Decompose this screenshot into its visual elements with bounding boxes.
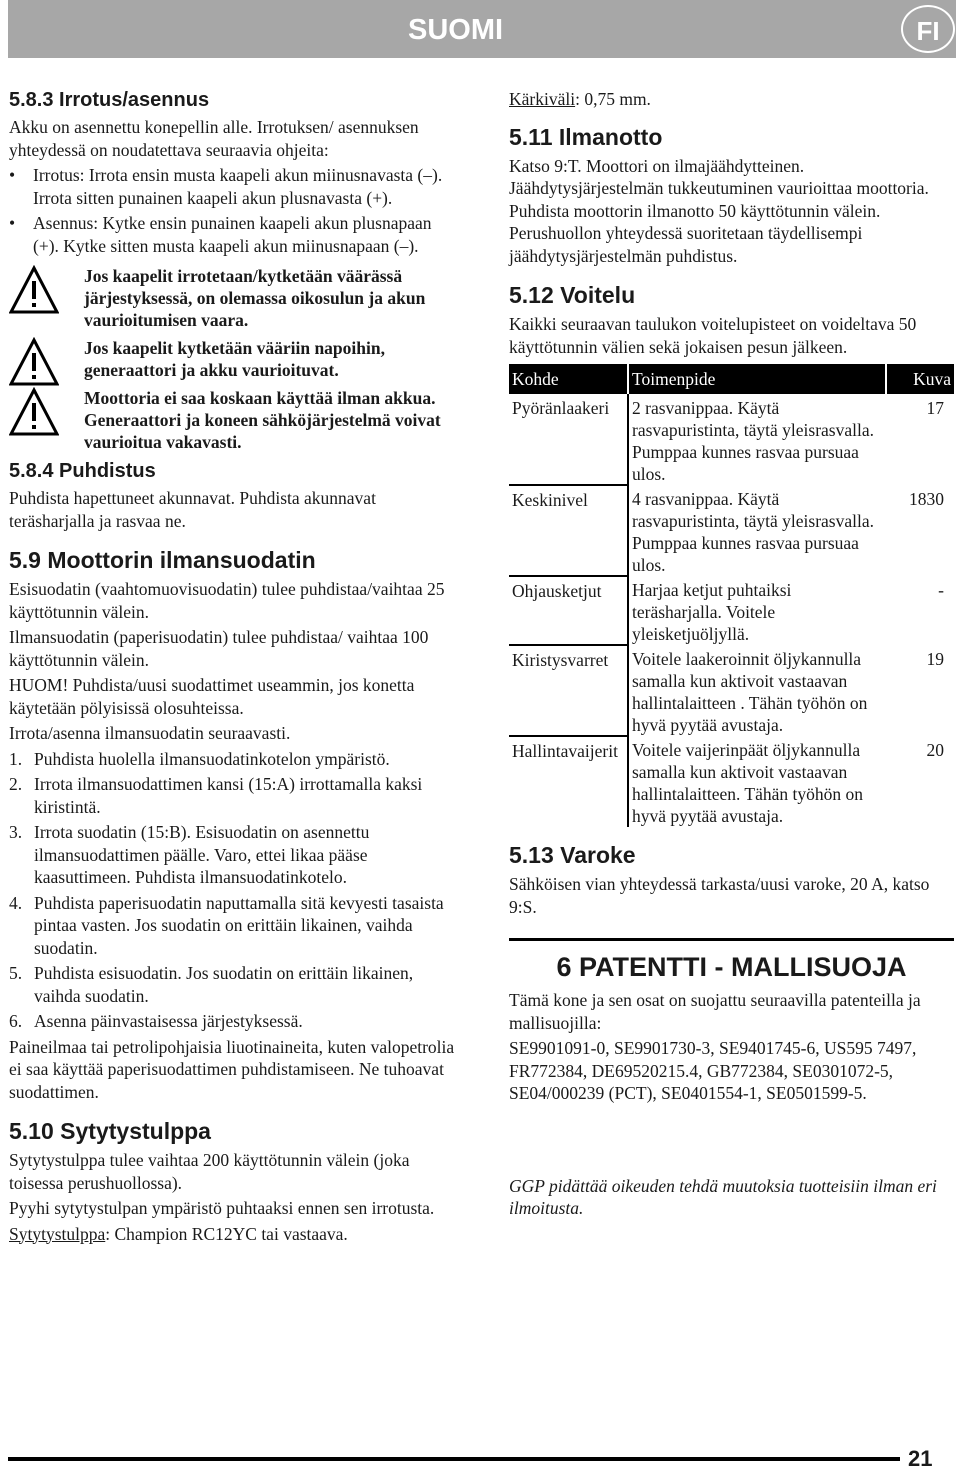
- column-header: Toimenpide: [628, 364, 886, 394]
- list-item: [9, 962, 459, 1007]
- page-number: 21: [908, 1446, 933, 1471]
- step-text: Puhdista esisuodatin. Jos suodatin on erittäin likainen, vaihda suodatin.: [34, 963, 414, 1006]
- step-text: Irrota suodatin (15:B). Esisuodatin on asennettu ilmansuodattimen päälle. Varo, ettei likaa pääse kaasuttimeen. Puhdista ilmansuodatinkotelo.: [34, 822, 370, 887]
- table-cell: -: [938, 580, 944, 600]
- paragraph: Tämä kone ja sen osat on suojattu seuraavilla patenteilla ja mallisuojilla:: [509, 990, 921, 1033]
- spec-line: [509, 88, 954, 111]
- table-cell: Voitele vaijerinpäät öljykannulla samalla kun aktivoit vastaavan hallintalaitteen. Tähän työhön on hyvä pyytää avustaja.: [632, 740, 864, 826]
- table-row: [509, 645, 954, 736]
- step-text: Asenna päinvastaisessa järjestyksessä.: [34, 1011, 303, 1031]
- paragraph: Kaikki seuraavan taulukon voitelupisteet on voideltava 50 käyttötunnin välien sekä jokaisen pesun jälkeen.: [509, 314, 917, 357]
- section-heading: 5.11 Ilmanotto: [509, 123, 663, 150]
- table-cell: Keskinivel: [509, 485, 628, 576]
- footer-divider: [8, 1457, 900, 1461]
- section-heading: 5.9 Moottorin ilmansuodatin: [9, 547, 316, 573]
- bullet-text: Asennus: Kytke ensin punainen kaapeli akun plusnapaan (+). Kytke sitten musta kaapeli akun miinusnapaan (–).: [33, 213, 432, 256]
- spec-line: [9, 1223, 459, 1246]
- list-item: [9, 892, 459, 960]
- step-number: 4.: [9, 892, 23, 913]
- spec-label: Kärkiväli: [509, 89, 576, 109]
- list-item: [9, 748, 459, 771]
- spec-label: Sytytystulppa: [9, 1223, 106, 1244]
- lubrication-table: [509, 364, 954, 827]
- disclaimer-note: GGP pidättää oikeuden tehdä muutoksia tuotteisiin ilman eri ilmoitusta.: [509, 1175, 937, 1218]
- table-header-row: [509, 364, 954, 394]
- step-number: 2.: [9, 774, 23, 794]
- step-text: Irrota ilmansuodattimen kansi (15:A) irrottamalla kaksi kiristintä.: [34, 774, 423, 817]
- column-header: Kohde: [509, 364, 628, 394]
- paragraph: Akku on asennettu konepellin alle. Irrotuksen/ asennuksen yhteydessä on noudatettava seuraavia ohjeita:: [9, 117, 419, 160]
- table-row: [509, 394, 954, 485]
- warning-text: Jos kaapelit irrotetaan/kytketään väärässä järjestyksessä, on olemassa oikosulun ja akun vaurioitumisen vaara.: [84, 266, 426, 330]
- paragraph: Katso 9:T. Moottori on ilmajäähdytteinen. Jäähdytysjärjestelmän tukkeutuminen vaurioittaa moottoria. Puhdista moottorin ilmanotto 50 käyttötunnin välein. Perushuollon yhteydessä suoritetaan täydellisempi jäähdytysjärjestelmän puhdistus.: [509, 155, 929, 266]
- page-header: [8, 0, 956, 58]
- section-heading: 5.13 Varoke: [509, 842, 636, 868]
- bullet-item: [9, 212, 459, 257]
- table-cell: 17: [926, 398, 944, 418]
- table-cell: 20: [926, 740, 944, 760]
- warning-triangle-icon: [9, 337, 59, 387]
- bullet-dot-icon: •: [9, 213, 16, 233]
- warning-block: [9, 387, 459, 453]
- paragraph: Puhdista hapettuneet akunnavat. Puhdista akunnavat teräsharjalla ja rasvaa ne.: [9, 488, 376, 531]
- section-heading: 5.8.4 Puhdistus: [9, 460, 156, 482]
- table-cell: Hallintavaijerit: [509, 736, 628, 827]
- table-cell: Kiristysvarret: [509, 645, 628, 736]
- paragraph: Ilmansuodatin (paperisuodatin) tulee puhdistaa/ vaihtaa 100 käyttötunnin välein.: [9, 627, 429, 670]
- warning-block: [9, 265, 459, 331]
- table-row: [509, 576, 954, 645]
- bullet-text: Irrotus: Irrota ensin musta kaapeli akun miinusnavasta (–). Irrota sitten punainen kaapeli akun plusnavasta (+).: [33, 165, 443, 208]
- spec-value: : 0,75 mm.: [575, 89, 651, 109]
- divider: [509, 938, 954, 941]
- step-text: Puhdista paperisuodatin naputtamalla sitä kevyesti tasaista pintaa vasten. Jos suodatin on erittäin likainen, vaihda suodatin.: [34, 892, 444, 958]
- paragraph: Sytytystulppa tulee vaihtaa 200 käyttötunnin välein (joka toisessa perushuollossa).: [9, 1150, 410, 1193]
- table-row: [509, 485, 954, 576]
- paragraph: Pyyhi sytytystulpan ympäristö puhtaaksi ennen sen irrotusta.: [9, 1198, 435, 1218]
- list-item: [9, 821, 459, 889]
- section-heading: 5.8.3 Irrotus/asennus: [9, 89, 210, 111]
- warning-text: Jos kaapelit kytketään vääriin napoihin, generaattori ja akku vaurioituvat.: [84, 338, 385, 380]
- table-cell: Pyöränlaakeri: [509, 394, 628, 485]
- table-cell: Ohjausketjut: [509, 576, 628, 645]
- left-column: [9, 88, 459, 1248]
- bullet-dot-icon: •: [9, 165, 16, 185]
- paragraph: Sähköisen vian yhteydessä tarkasta/uusi varoke, 20 A, katso 9:S.: [509, 874, 930, 917]
- right-column: [509, 88, 954, 1223]
- table-cell: 1830: [909, 489, 944, 509]
- step-number: 3.: [9, 822, 23, 842]
- language-badge: FI: [901, 5, 955, 53]
- step-number: 6.: [9, 1011, 23, 1031]
- warning-text: Moottoria ei saa koskaan käyttää ilman akkua. Generaattori ja koneen sähköjärjestelmä voivat vaurioitua vakavasti.: [84, 388, 441, 452]
- paragraph: HUOM! Puhdista/uusi suodattimet useammin, jos konetta käytetään pölyisissä olosuhteissa.: [9, 675, 415, 718]
- section-heading: 5.10 Sytytystulppa: [9, 1118, 211, 1144]
- list-item: [9, 1010, 459, 1033]
- warning-block: [9, 337, 459, 381]
- table-row: [509, 736, 954, 827]
- table-cell: Harjaa ketjut puhtaiksi teräsharjalla. Voitele yleisketjuöljyllä.: [632, 580, 792, 644]
- paragraph: Esisuodatin (vaahtomuovisuodatin) tulee puhdistaa/vaihtaa 25 käyttötunnin välein.: [9, 579, 445, 622]
- warning-triangle-icon: [9, 387, 59, 437]
- table-cell: 4 rasvanippaa. Käytä rasvapuristinta, täytä yleisrasvalla. Pumppaa kunnes rasvaa pursuaa ulos.: [632, 489, 875, 575]
- header-title: SUOMI: [408, 14, 504, 46]
- chapter-heading: 6 PATENTTI - MALLISUOJA: [556, 952, 907, 982]
- paragraph: Paineilmaa tai petrolipohjaisia liuotinaineita, kuten valopetrolia ei saa käyttää paperisuodattimen puhdistamiseen. Ne tuhoavat suodattimen.: [9, 1036, 455, 1102]
- bullet-item: [9, 164, 459, 209]
- step-number: 1.: [9, 748, 23, 769]
- table-cell: 19: [926, 649, 944, 669]
- section-heading: 5.12 Voitelu: [509, 282, 636, 308]
- spec-value: : Champion RC12YC tai vastaava.: [105, 1223, 348, 1244]
- paragraph: Irrota/asenna ilmansuodatin seuraavasti.: [9, 723, 291, 743]
- column-header: Kuva: [886, 364, 954, 394]
- list-item: [9, 773, 459, 818]
- table-cell: Voitele laakeroinnit öljykannulla samalla kun aktivoit vastaavan hallintalaitteen . Tähän työhön on hyvä pyytää avustaja.: [632, 649, 868, 735]
- step-number: 5.: [9, 963, 23, 983]
- paragraph: SE9901091-0, SE9901730-3, SE9401745-6, US595 7497, FR772384, DE69520215.4, GB772384, SE0301072-5, SE04/000239 (PCT), SE0401554-1, SE0501599-5.: [509, 1038, 917, 1103]
- warning-triangle-icon: [9, 265, 59, 315]
- step-text: Puhdista huolella ilmansuodatinkotelon ympäristö.: [34, 748, 390, 769]
- table-cell: 2 rasvanippaa. Käytä rasvapuristinta, täytä yleisrasvalla. Pumppaa kunnes rasvaa pursuaa ulos.: [632, 398, 875, 484]
